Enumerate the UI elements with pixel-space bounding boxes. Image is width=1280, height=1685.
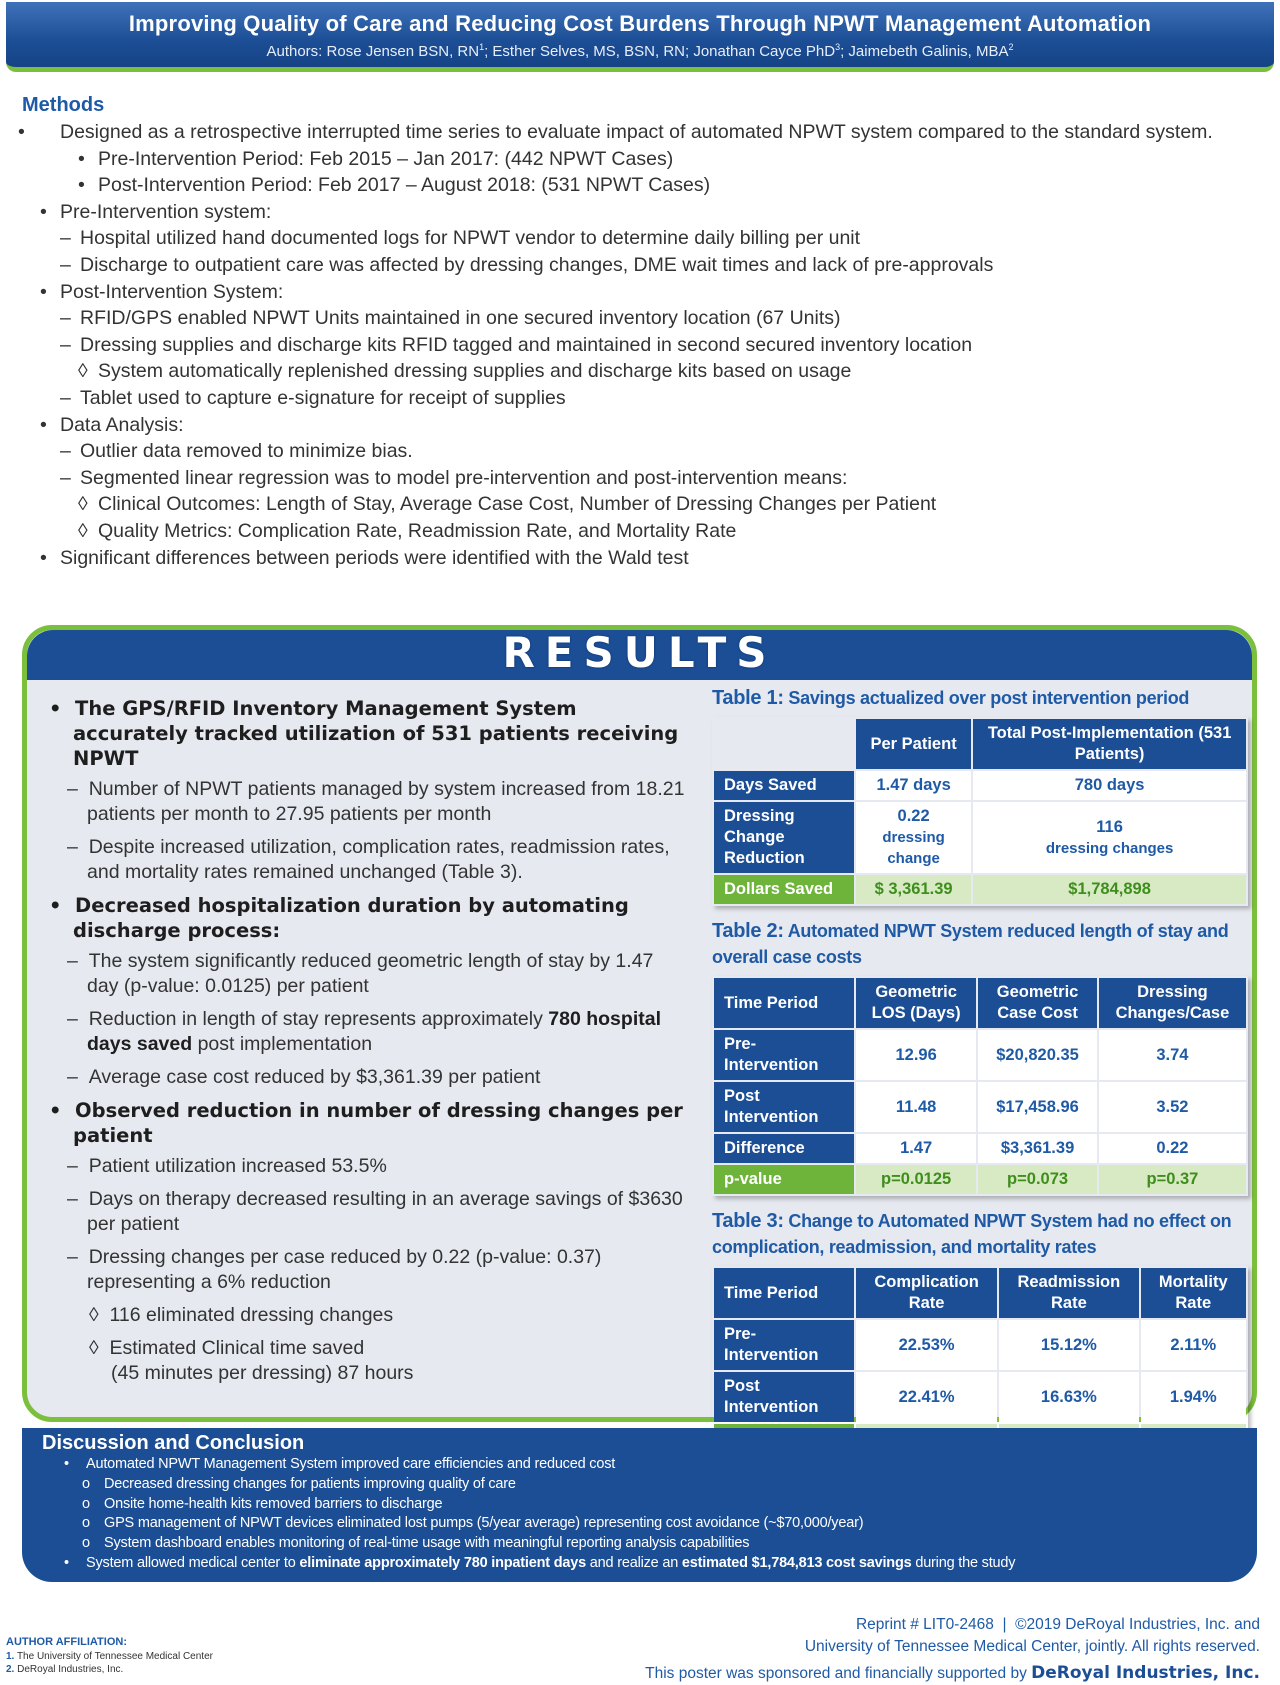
methods-line: ◊ System automatically replenished dressing supplies and discharge kits based on usage: [78, 360, 852, 383]
table-header: Time Period: [714, 1268, 854, 1318]
table-row: Pre-Intervention 22.53% 15.12% 2.11%: [714, 1320, 1246, 1370]
author-affiliation: [6, 1636, 406, 1676]
table-header: Dressing Changes/Case: [1099, 978, 1246, 1028]
author-2-3: ; Esther Selves, MS, BSN, RN; Jonathan Cayce PhD: [484, 43, 836, 60]
sponsor-line: This poster was sponsored and financially supported by DeRoyal Industries, Inc.: [645, 1663, 1260, 1683]
methods-line: • Pre-Intervention system:: [40, 200, 272, 223]
finding-subitem: ◊ Estimated Clinical time saved (45 minutes per dressing) 87 hours: [89, 1337, 414, 1384]
discussion-subitem: o System dashboard enables monitoring of real-time usage with meaningful reporting analysis capabilities: [82, 1535, 750, 1552]
table-header: Per Patient: [856, 719, 971, 769]
finding-heading: • Decreased hospitalization duration by automating discharge process:: [49, 894, 629, 942]
affiliation-item: 2. DeRoyal Industries, Inc.: [6, 1664, 124, 1675]
table3-caption: Table 3: Change to Automated NPWT System had no effect on complication, readmission, and mortality rates: [712, 1210, 1232, 1257]
table-row: Difference 1.47 $3,361.39 0.22: [714, 1134, 1246, 1163]
author-1: Authors: Rose Jensen BSN, RN: [266, 43, 480, 60]
discussion-subitem: o Decreased dressing changes for patients improving quality of care: [82, 1475, 516, 1492]
table2: [712, 976, 1248, 1196]
methods-line: – Tablet used to capture e-signature for receipt of supplies: [60, 386, 566, 409]
reprint-line: Reprint # LIT0-2468 | ©2019 DeRoyal Industries, Inc. and: [855, 1616, 1260, 1633]
table-header: Mortality Rate: [1141, 1268, 1246, 1318]
methods-line: – Outlier data removed to minimize bias.: [60, 440, 413, 463]
results-panel: [22, 625, 1257, 1422]
affiliation-heading: AUTHOR AFFILIATION:: [6, 1636, 127, 1648]
table3: [712, 1266, 1248, 1455]
table1: [712, 717, 1248, 906]
table2-caption: Table 2: Automated NPWT System reduced length of stay and overall case costs: [712, 920, 1229, 967]
table-row: Dressing Change Reduction 0.22 dressing change 116 dressing changes: [714, 802, 1246, 873]
table-row: Days Saved 1.47 days 780 days: [714, 771, 1246, 800]
discussion-subitem: o Onsite home-health kits removed barriers to discharge: [82, 1495, 443, 1512]
poster-title: Improving Quality of Care and Reducing Cost Burdens Through NPWT Management Automation: [128, 11, 1152, 36]
finding-item: – Despite increased utilization, complication rates, readmission rates, and mortality rates remained unchanged (Table 3).: [67, 836, 670, 883]
methods-line: ◊ Clinical Outcomes: Length of Stay, Average Case Cost, Number of Dressing Changes per Patient: [78, 493, 937, 516]
discussion-item: • System allowed medical center to eliminate approximately 780 inpatient days and realize an estimated $1,784,813 cost savings during the study: [64, 1554, 1016, 1571]
table-header: Geometric LOS (Days): [856, 978, 976, 1028]
table-header: Time Period: [714, 978, 854, 1028]
methods-line: • Significant differences between periods were identified with the Wald test: [40, 546, 689, 569]
methods-section: [18, 94, 1262, 571]
methods-line: – Segmented linear regression was to model pre-intervention and post-intervention means:: [60, 466, 848, 489]
finding-item: – The system significantly reduced geometric length of stay by 1.47 day (p-value: 0.0125) per patient: [67, 950, 654, 997]
finding-item: – Days on therapy decreased resulting in an average savings of $3630 per patient: [67, 1188, 683, 1235]
table1-caption: Table 1: Savings actualized over post intervention period: [712, 687, 1190, 709]
table-header: Complication Rate: [856, 1268, 997, 1318]
methods-line: – Dressing supplies and discharge kits RFID tagged and maintained in second secured inventory location: [60, 333, 973, 356]
table-header: Total Post-Implementation (531 Patients): [973, 719, 1246, 769]
methods-heading: Methods: [22, 94, 105, 116]
table-row: Post Intervention 22.41% 16.63% 1.94%: [714, 1372, 1246, 1422]
results-findings: [45, 688, 685, 1394]
finding-heading: • Observed reduction in number of dressing changes per patient: [49, 1099, 683, 1147]
methods-line: – Hospital utilized hand documented logs for NPWT vendor to determine daily billing per unit: [60, 227, 861, 250]
table-row: Pre-Intervention 12.96 $20,820.35 3.74: [714, 1030, 1246, 1080]
methods-line: – Discharge to outpatient care was affected by dressing changes, DME wait times and lack of pre-approvals: [60, 253, 994, 276]
table-row: Dollars Saved $ 3,361.39 $1,784,898: [714, 875, 1246, 904]
finding-item: – Patient utilization increased 53.5%: [67, 1155, 387, 1177]
author-line: Authors: Rose Jensen BSN, $RN^1$; Esther Selves, MS, BSN, RN; Jonathan Cayce PhD$^3$; Jaimebeth Galinis, MBA$^2$: [266, 42, 1014, 60]
finding-item: – Reduction in length of stay represents approximately 780 hospital days saved post implementation: [67, 1008, 661, 1055]
finding-subitem: ◊ 116 eliminated dressing changes: [89, 1304, 394, 1326]
reprint-line: University of Tennessee Medical Center, jointly. All rights reserved.: [804, 1638, 1260, 1655]
reprint-notice: [645, 1614, 1260, 1685]
results-title: RESULTS: [502, 628, 777, 677]
methods-line: • Data Analysis:: [40, 413, 184, 436]
methods-line: • Pre-Intervention Period: Feb 2015 – Jan 2017: (442 NPWT Cases): [78, 147, 674, 170]
methods-line: ◊ Quality Metrics: Complication Rate, Readmission Rate, and Mortality Rate: [78, 519, 737, 542]
finding-heading: • The GPS/RFID Inventory Management System accurately tracked utilization of 531 patients receiving NPWT: [49, 697, 679, 770]
discussion-heading: Discussion and Conclusion: [42, 1432, 305, 1454]
methods-line: • Designed as a retrospective interrupted time series to evaluate impact of automated NPWT system compared to the standard system.: [18, 121, 1213, 143]
poster-header: [6, 2, 1274, 72]
table-row: Post Intervention 11.48 $17,458.96 3.52: [714, 1082, 1246, 1132]
finding-item: – Dressing changes per case reduced by 0.22 (p-value: 0.37) representing a 6% reduction: [67, 1246, 602, 1293]
discussion-section: [22, 1428, 1257, 1582]
table-row: p-value p=0.0125 p=0.073 p=0.37: [714, 1165, 1246, 1194]
table-header: Readmission Rate: [999, 1268, 1138, 1318]
discussion-item: • Automated NPWT Management System improved care efficiencies and reduced cost: [64, 1456, 616, 1472]
finding-item: – Number of NPWT patients managed by system increased from 18.21 patients per month to 27.95 patients per month: [67, 778, 685, 825]
methods-line: – RFID/GPS enabled NPWT Units maintained in one secured inventory location (67 Units): [60, 307, 841, 330]
methods-line: • Post-Intervention Period: Feb 2017 – August 2018: (531 NPWT Cases): [78, 174, 711, 197]
author-4: ; Jaimebeth Galinis, MBA: [840, 43, 1009, 60]
methods-line: • Post-Intervention System:: [40, 280, 284, 303]
affiliation-item: 1. The University of Tennessee Medical Center: [6, 1651, 213, 1662]
finding-item: – Average case cost reduced by $3,361.39 per patient: [67, 1066, 541, 1088]
results-tables: [712, 685, 1252, 1467]
brand-name: DeRoyal Industries, Inc.: [1031, 1663, 1260, 1683]
discussion-subitem: o GPS management of NPWT devices eliminated lost pumps (5/year average) representing cost avoidance (~$70,000/year): [82, 1515, 864, 1532]
table-header: Geometric Case Cost: [978, 978, 1097, 1028]
